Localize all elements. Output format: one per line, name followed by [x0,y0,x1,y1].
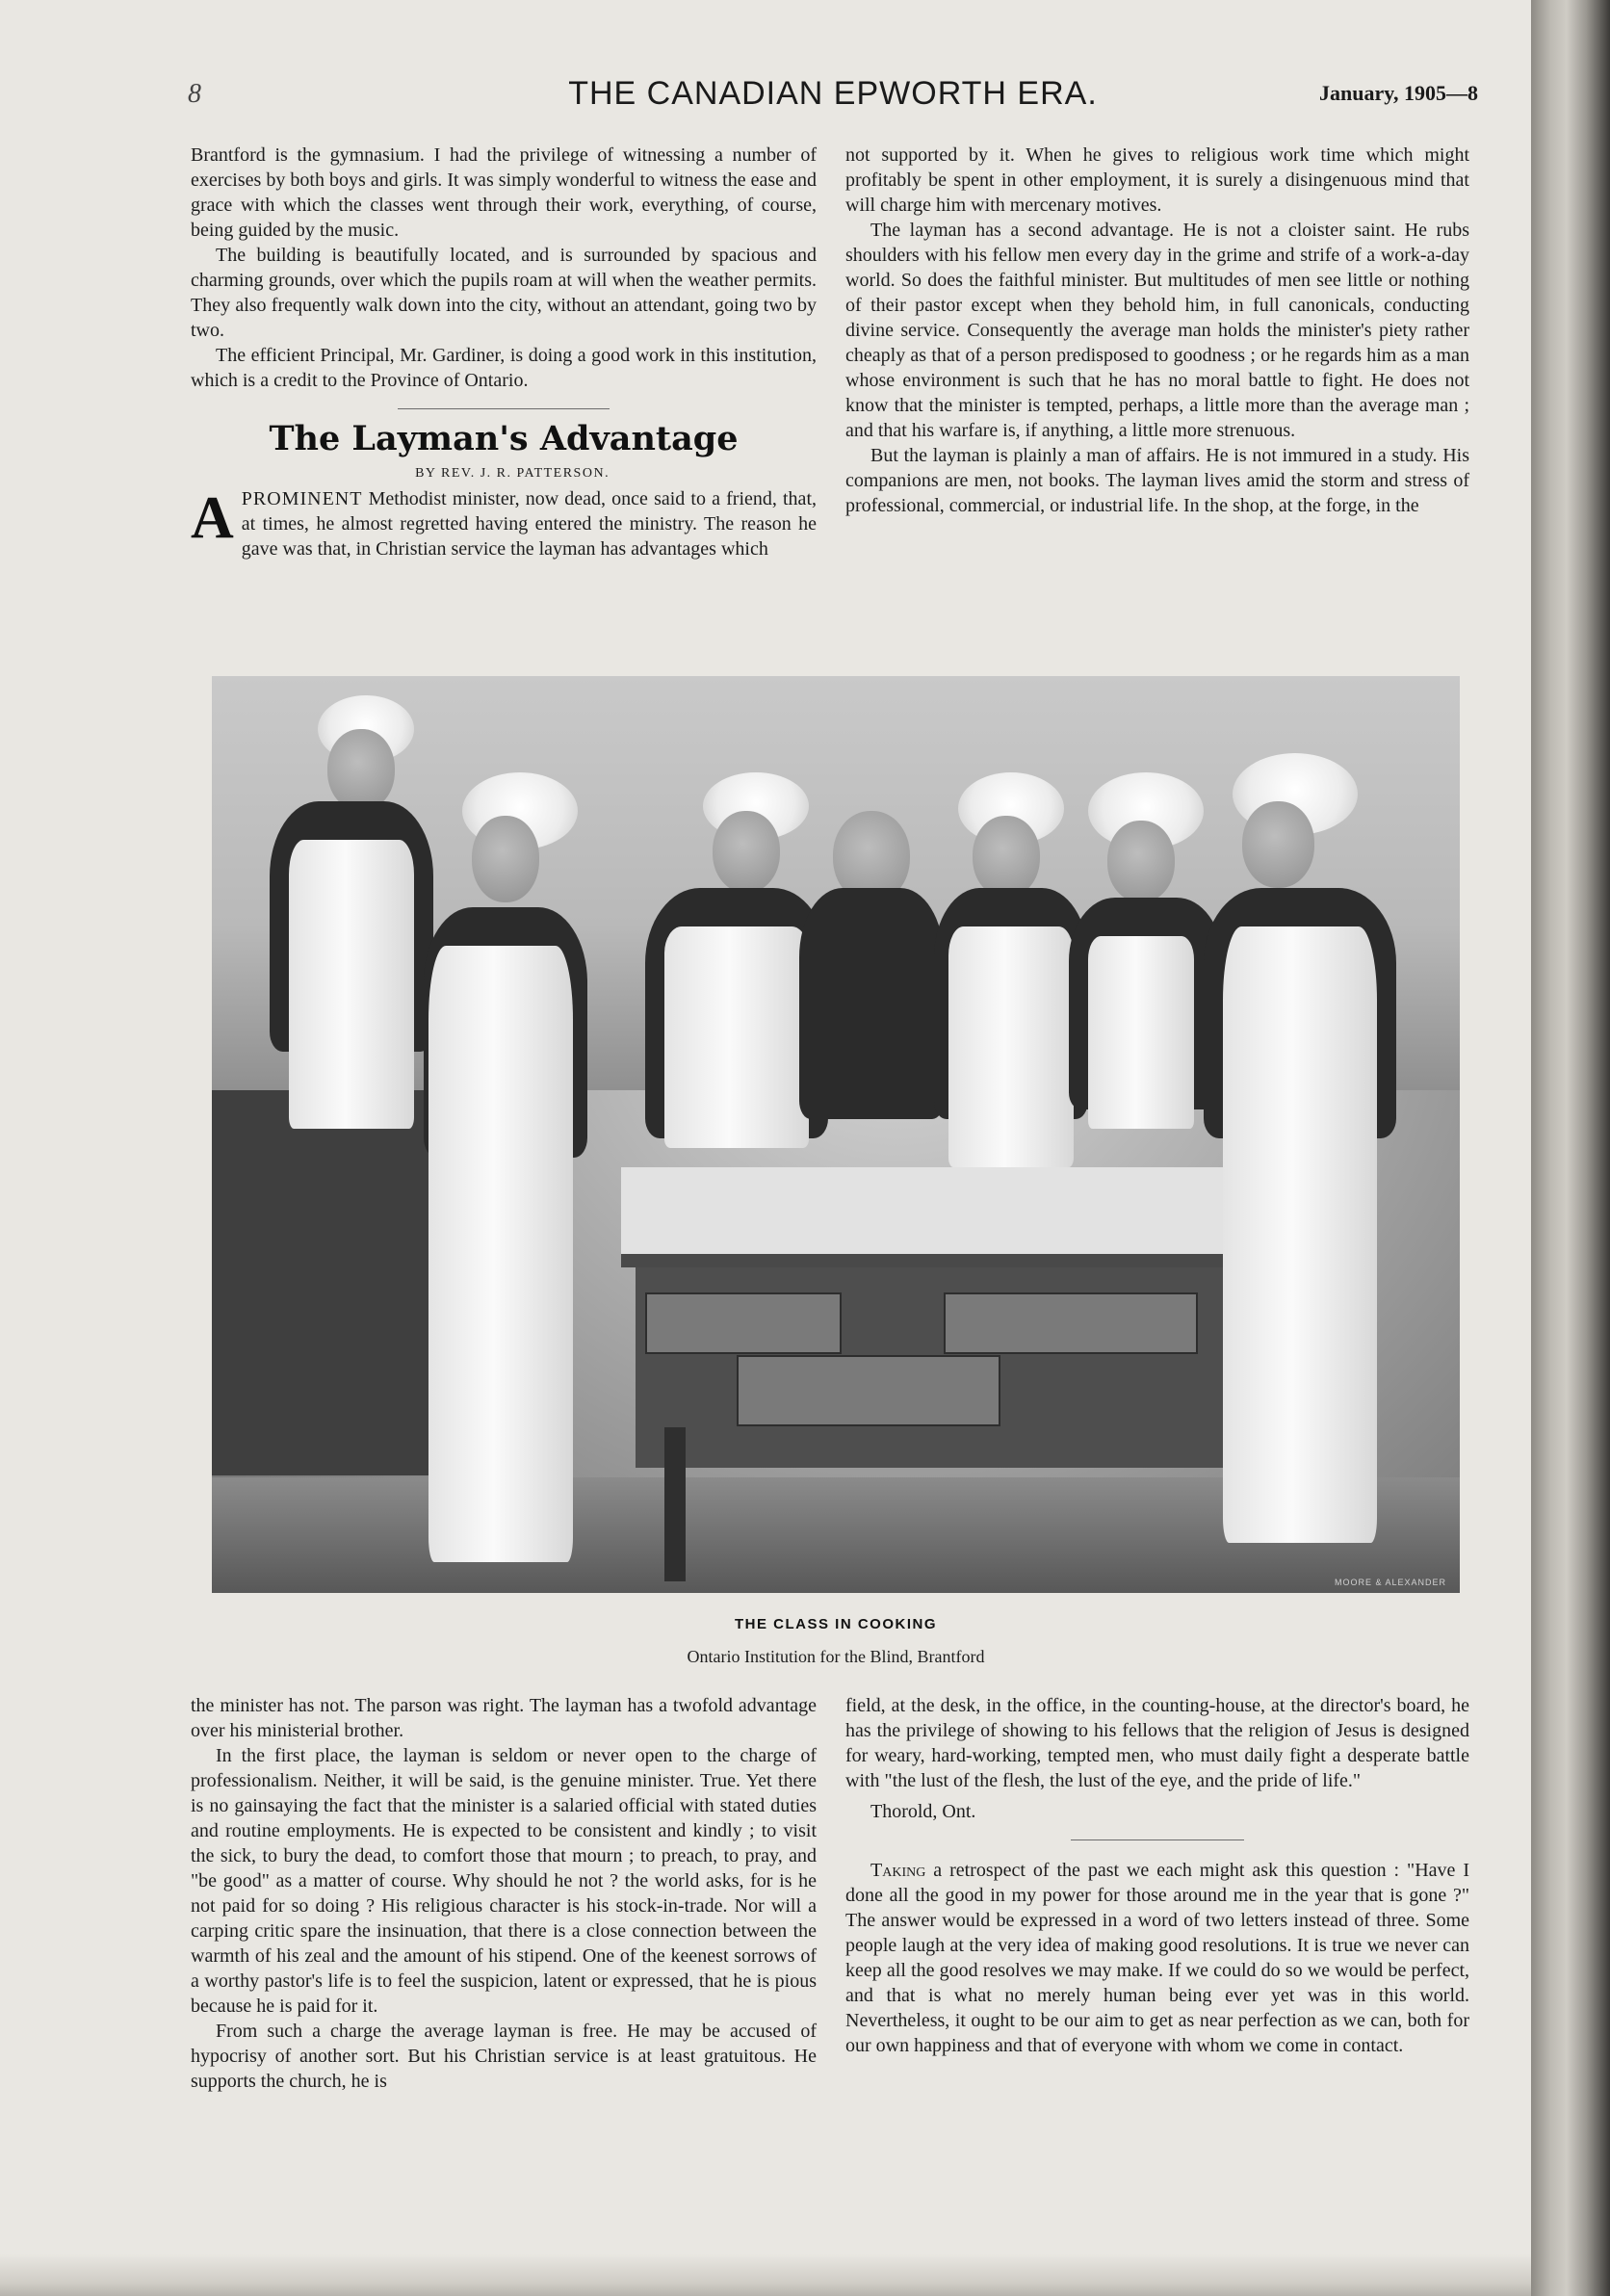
photo-table-leg [664,1427,686,1581]
note-text: a retrospect of the past we each might ask this question : "Have I done all the good in my power for those around me in the year that is gone ?" The answer would be expressed in a word of two letters instead of three. Some people laugh at the very idea of making good resolutions. It is true we never can keep all the good resolves we may make. If we could do so we would be perfect, and that is what no merely human being ever yet was in this world. Nevertheless, it ought to be our aim to get as near perfection as we can, both for our own happiness and that of everyone with whom we come in contact. [845,1860,1469,2056]
photo-figure [1175,753,1406,1572]
right-column-top [845,143,1469,518]
figure-caption-title: THE CLASS IN COOKING [734,1616,937,1632]
paragraph: the minister has not. The parson was right. The layman has a twofold advantage over his ministerial brother. [191,1695,817,1741]
section-divider [1071,1839,1244,1840]
article-byline: BY REV. J. R. PATTERSON. [415,466,610,481]
paragraph: Brantford is the gymnasium. I had the privilege of witnessing a number of exercises by both boys and girls. It was simply wonderful to witness the ease and grace with which the classes went through their work, everything, of course, being guided by the music. [191,144,817,241]
photo-credit: MOORE & ALEXANDER [1334,1578,1446,1587]
right-column-bottom [845,1693,1469,2058]
left-column-top [191,143,817,561]
note-lead-word: Taking [870,1860,926,1881]
photo-drawer [737,1355,1000,1426]
article-title: The Layman's Advantage [269,419,739,458]
lead-word: PROMINENT [241,488,363,509]
closing-note [845,1858,1469,2058]
first-paragraph-text: Methodist minister, now dead, once said to a friend, that, at times, he almost regretted having entered the ministry. The reason he gave was that, in Christian service the layman has advantages which [241,488,817,560]
signoff: Thorold, Ont. [870,1801,976,1822]
photo-drawer [645,1292,842,1354]
paragraph: But the layman is plainly a man of affairs. He is not immured in a study. His companions are men, not books. The layman lives amid the storm and stress of professional, commercial, or industrial life. In the shop, at the forge, in the [845,445,1469,516]
paragraph: The building is beautifully located, and is surrounded by spacious and charming grounds, over which the pupils roam at will when the weather permits. They also frequently walk down into the city, without an attendant, going two by two. [191,245,817,341]
cooking-class-photo [212,676,1460,1593]
photo-drawer [944,1292,1198,1354]
paragraph: not supported by it. When he gives to religious work time which might profitably be spent in other employment, it is surely a disingenuous mind that will charge him with mercenary motives. [845,144,1469,216]
paragraph: The efficient Principal, Mr. Gardiner, is doing a good work in this institution, which is a credit to the Province of Ontario. [191,345,817,391]
paragraph: The layman has a second advantage. He is not a cloister saint. He rubs shoulders with his fellow men every day in the grime and strife of a work-a-day world. So does the faithful minister. But multitudes of men see little or nothing of their pastor except when they behold him, in full canonicals, conducting divine service. Consequently the average man holds the minister's piety rather cheaply as that of a person predisposed to goodness ; or he regards him as a man whose environment is such that he has no moral battle to fight. He does not know that the minister is tempted, perhaps, a little more than the average man ; and that his warfare is, if anything, a little more strenuous. [845,220,1469,441]
drop-cap: A [191,485,234,551]
page-number: 8 [188,79,201,109]
page-header [188,75,1478,117]
photo-figure [404,772,597,1572]
left-column-bottom [191,1693,817,2094]
paragraph: In the first place, the layman is seldom or never open to the charge of professionalism. Neither, it will be said, is the genuine minister. True. Yet there is no gainsaying the fact that the minister is a salaried official with stated duties and routine employments. He is expected to be consistent and kindly ; to visit the sick, to bury the dead, to comfort those that mourn ; to preach, to pray, and "be good" as a matter of course. Why should he not ? the world asks, for is he not paid for so doing ? His religious character is his stock-in-trade. Nor will a carping critic spare the insinuation, that there is a close connection between the warmth of his zeal and the amount of his stipend. One of the keenest sorrows of a worthy pastor's life is to feel the suspicion, latent or expressed, that he is pious because he is paid for it. [191,1745,817,2017]
paragraph: field, at the desk, in the office, in the counting-house, at the director's board, he has the privilege of showing to his fellows that the religion of Jesus is designed for weary, hard-working, tempted men, who must daily fight a desperate battle with "the lust of the flesh, the lust of the eye, and the pride of life." [845,1695,1469,1791]
article-first-paragraph [191,486,817,561]
figure-caption-subtitle: Ontario Institution for the Blind, Brantford [687,1647,985,1666]
paragraph: From such a charge the average layman is free. He may be accused of hypocrisy of another sort. But his Christian service is at least gratuitous. He supports the church, he is [191,2021,817,2092]
section-divider [398,408,610,409]
issue-date: January, 1905—8 [1318,81,1478,105]
scan-edge-bottom [0,2254,1531,2296]
scan-edge-right [1531,0,1610,2296]
running-title: THE CANADIAN EPWORTH ERA. [568,75,1098,112]
